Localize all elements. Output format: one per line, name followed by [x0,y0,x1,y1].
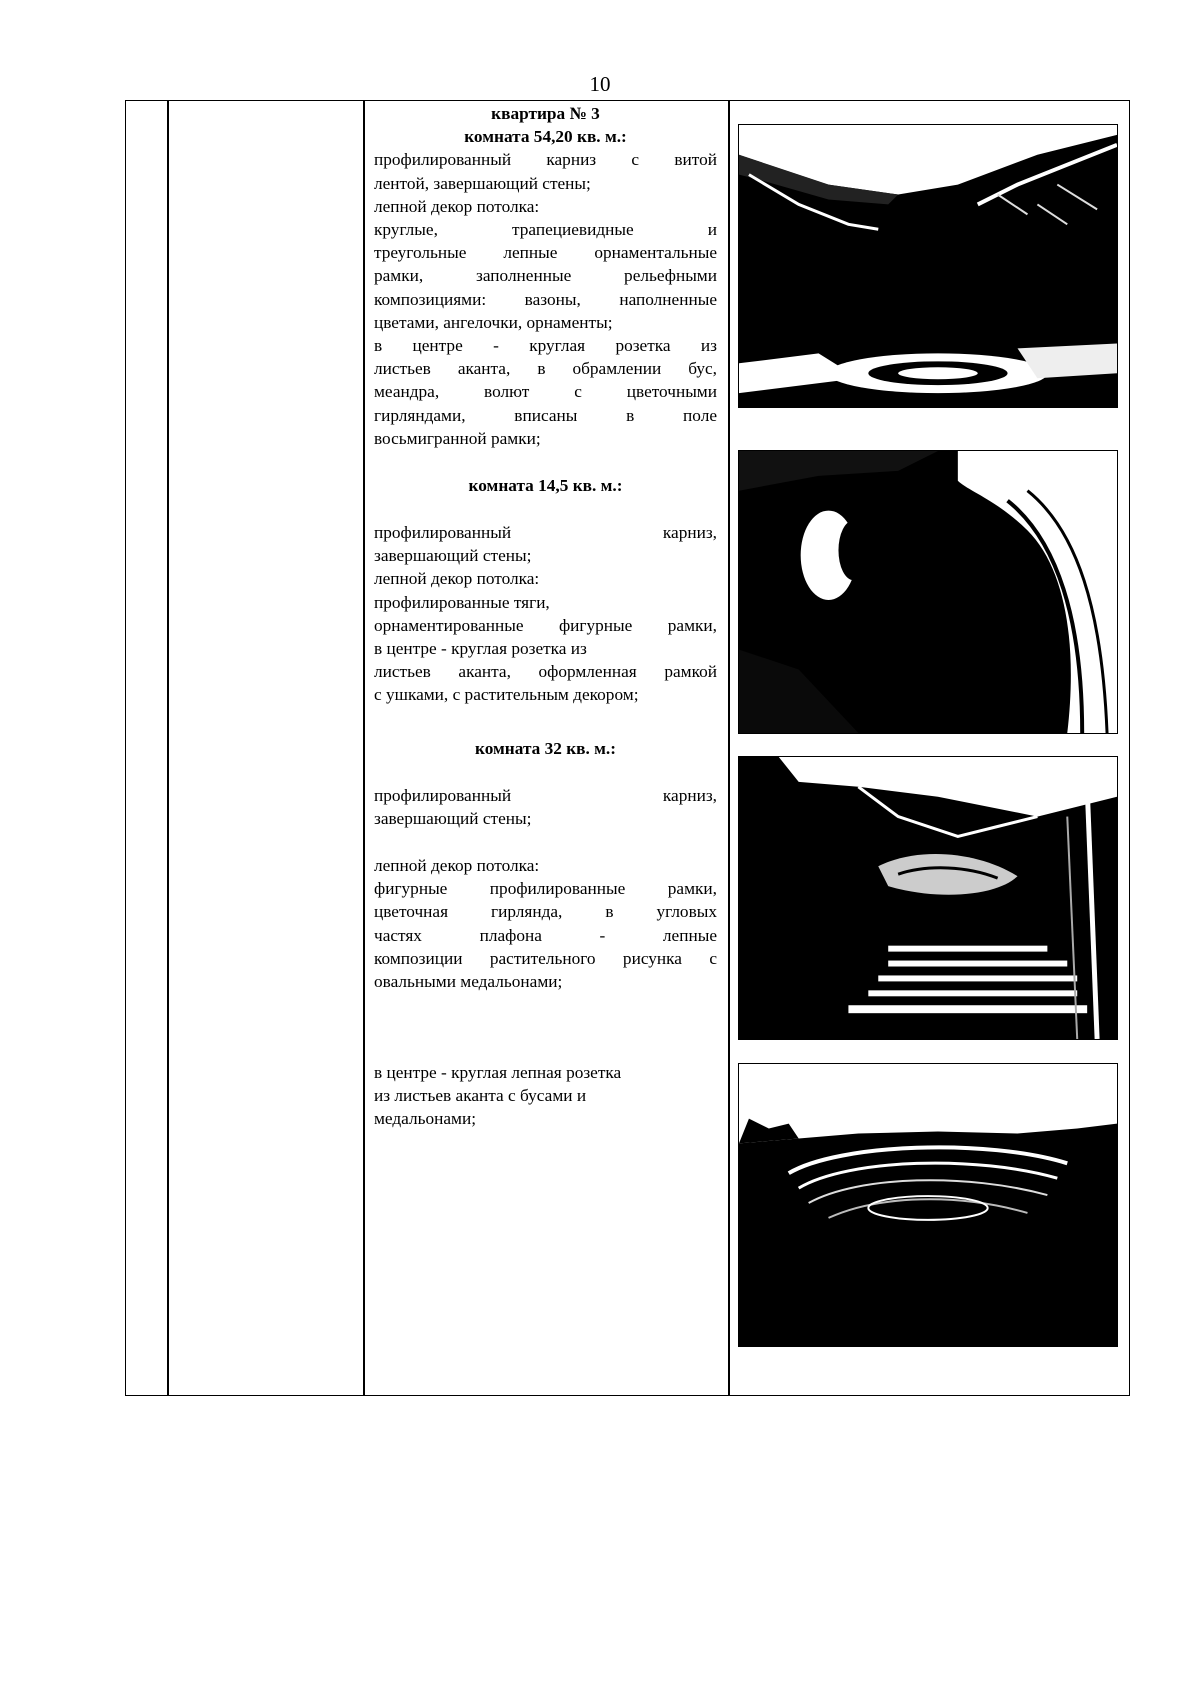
ceiling-photo-image [739,125,1117,407]
text-line: из листьев аканта с бусами и [374,1086,587,1106]
text-line: профилированный карниз с витой [374,150,717,170]
text-line: лепной декор потолка: [374,196,540,216]
photo-ceiling-room-1 [738,124,1118,408]
text-line: листьев аканта, оформленная рамкой [374,662,717,682]
text-line: фигурные профилированные рамки, [374,879,717,899]
text-line: в центре - круглая розетка из [374,639,587,659]
room-3-text-c [374,1061,694,1131]
apartment-heading: квартира № 3 [491,104,600,123]
text-line: в центре - круглая лепная розетка [374,1063,622,1082]
rosette-photo-image [739,1064,1117,1346]
text-line: орнаментированные фигурные рамки, [374,615,717,635]
room-2-text [374,521,717,707]
text-line: лепной декор потолка: [374,569,540,589]
text-line: восьмигранной рамки; [374,428,541,448]
text-line: цветочная гирлянда, в угловых [374,902,717,922]
text-line: круглые, трапециевидные и [374,220,717,240]
text-line: с ушками, с растительным декором; [374,685,639,705]
column-divider [363,101,365,1395]
text-line: завершающий стены; [374,546,532,566]
room-2-description [374,474,717,497]
text-line: гирляндами, вписаны в поле [374,405,717,425]
text-line: композициями: вазоны, наполненные [374,289,717,309]
room-3-heading: комната 32 кв. м.: [474,739,616,758]
text-line: профилированный карниз, [374,523,717,542]
room-3-text-a [374,784,717,830]
text-line: треугольные лепные орнаментальные [374,243,717,263]
text-line: в центре - круглая розетка из [374,336,717,356]
text-line: листьев аканта, в обрамлении бус, [374,359,717,379]
room-1-heading: комната 54,20 кв. м.: [464,127,627,147]
room-1-description [374,102,717,450]
text-line: меандра, волют с цветочными [374,382,717,402]
room-3-description [374,737,717,760]
text-line: завершающий стены; [374,809,532,829]
text-line: лентой, завершающий стены; [374,173,591,193]
text-line: рамки, заполненные рельефными [374,266,717,286]
text-line: лепной декор потолка: [374,856,540,875]
text-line: цветами, ангелочки, орнаменты; [374,312,613,332]
text-line: овальными медальонами; [374,972,563,992]
vault-photo-image [739,451,1117,733]
column-divider [728,101,730,1395]
photo-ceiling-room-3 [738,756,1118,1040]
column-divider [167,101,169,1395]
molding-photo-image [739,757,1117,1039]
photo-ceiling-rosette [738,1063,1118,1347]
text-line: профилированный карниз, [374,786,717,805]
text-line: композиции растительного рисунка с [374,948,717,968]
page-number: 10 [589,72,611,96]
text-line: медальонами; [374,1109,477,1129]
room-3-text-b [374,854,717,993]
room-2-heading: комната 14,5 кв. м.: [468,476,623,495]
text-line: частях плафона - лепные [374,925,717,945]
photo-ceiling-room-2 [738,450,1118,734]
text-line: профилированные тяги, [374,592,550,612]
